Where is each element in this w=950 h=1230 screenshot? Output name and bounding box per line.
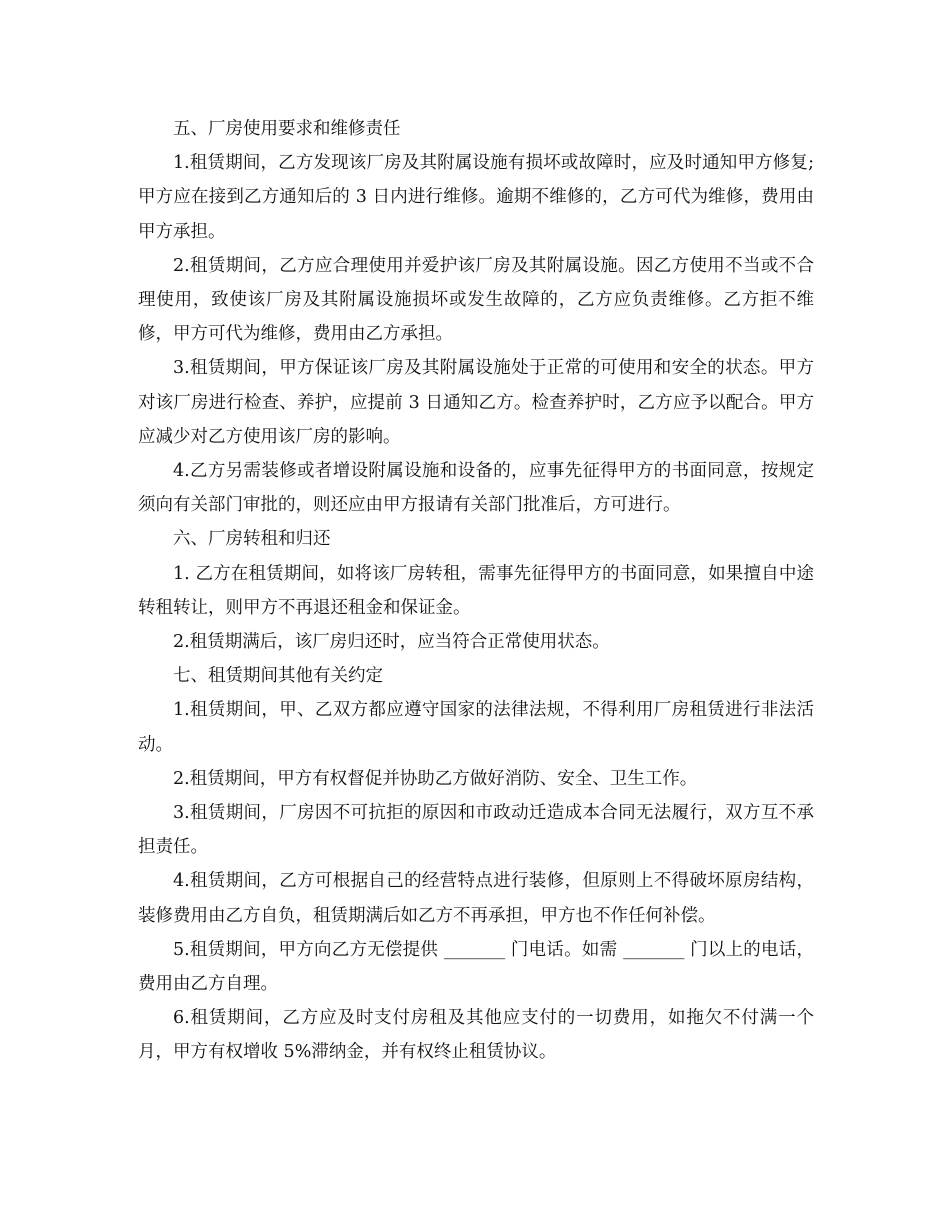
section-6-heading: 六、厂房转租和归还	[173, 529, 331, 550]
section-6-clause-1: 1. 乙方在租赁期间，如将该厂房转租，需事先征得甲方的书面同意，如果擅自中途转租转让，则甲方不再退还租金和保证金。	[138, 563, 814, 618]
section-5-clause-4: 4.乙方另需装修或者增设附属设施和设备的，应事先征得甲方的书面同意，按规定须向有关部门审批的，则还应由甲方报请有关部门批准后，方可进行。	[138, 461, 814, 516]
section-7-clause-5: 5.租赁期间，甲方向乙方无偿提供 _______ 门电话。如需 _______ 门以上的电话，费用由乙方自理。	[138, 939, 814, 995]
section-6-clause-2: 2.租赁期满后，该厂房归还时，应当符合正常使用状态。	[173, 632, 610, 653]
section-7-clause-2: 2.租赁期间，甲方有权督促并协助乙方做好消防、安全、卫生工作。	[173, 768, 698, 789]
section-7-clause-6: 6.租赁期间，乙方应及时支付房租及其他应支付的一切费用，如拖欠不付满一个月，甲方有权增收 5%滞纳金，并有权终止租赁协议。	[138, 1008, 814, 1063]
section-5-clause-3: 3.租赁期间，甲方保证该厂房及其附属设施处于正常的可使用和安全的状态。甲方对该厂房进行检查、养护，应提前 3 日通知乙方。检查养护时，乙方应予以配合。甲方应减少对乙方使用该厂房的影响。	[138, 358, 814, 447]
section-7-clause-4: 4.租赁期间，乙方可根据自己的经营特点进行装修，但原则上不得破坏原房结构，装修费用由乙方自负，租赁期满后如乙方不再承担，甲方也不作任何补偿。	[138, 871, 814, 926]
section-7-clause-1: 1.租赁期间，甲、乙双方都应遵守国家的法律法规，不得利用厂房租赁进行非法活动。	[138, 700, 814, 755]
section-5-clause-2: 2.租赁期间，乙方应合理使用并爱护该厂房及其附属设施。因乙方使用不当或不合理使用，致使该厂房及其附属设施损坏或发生故障的，乙方应负责维修。乙方拒不维修，甲方可代为维修，费用由乙方承担。	[138, 255, 814, 345]
section-7-heading: 七、租赁期间其他有关约定	[173, 666, 383, 687]
document-page	[138, 112, 814, 1070]
section-5-heading: 五、厂房使用要求和维修责任	[173, 119, 401, 139]
section-7-clause-3: 3.租赁期间，厂房因不可抗拒的原因和市政动迁造成本合同无法履行，双方互不承担责任。	[138, 803, 814, 858]
section-5-clause-1: 1.租赁期间，乙方发现该厂房及其附属设施有损坏或故障时，应及时通知甲方修复;甲方应在接到乙方通知后的 3 日内进行维修。逾期不维修的，乙方可代为维修，费用由甲方承担。	[138, 153, 814, 242]
